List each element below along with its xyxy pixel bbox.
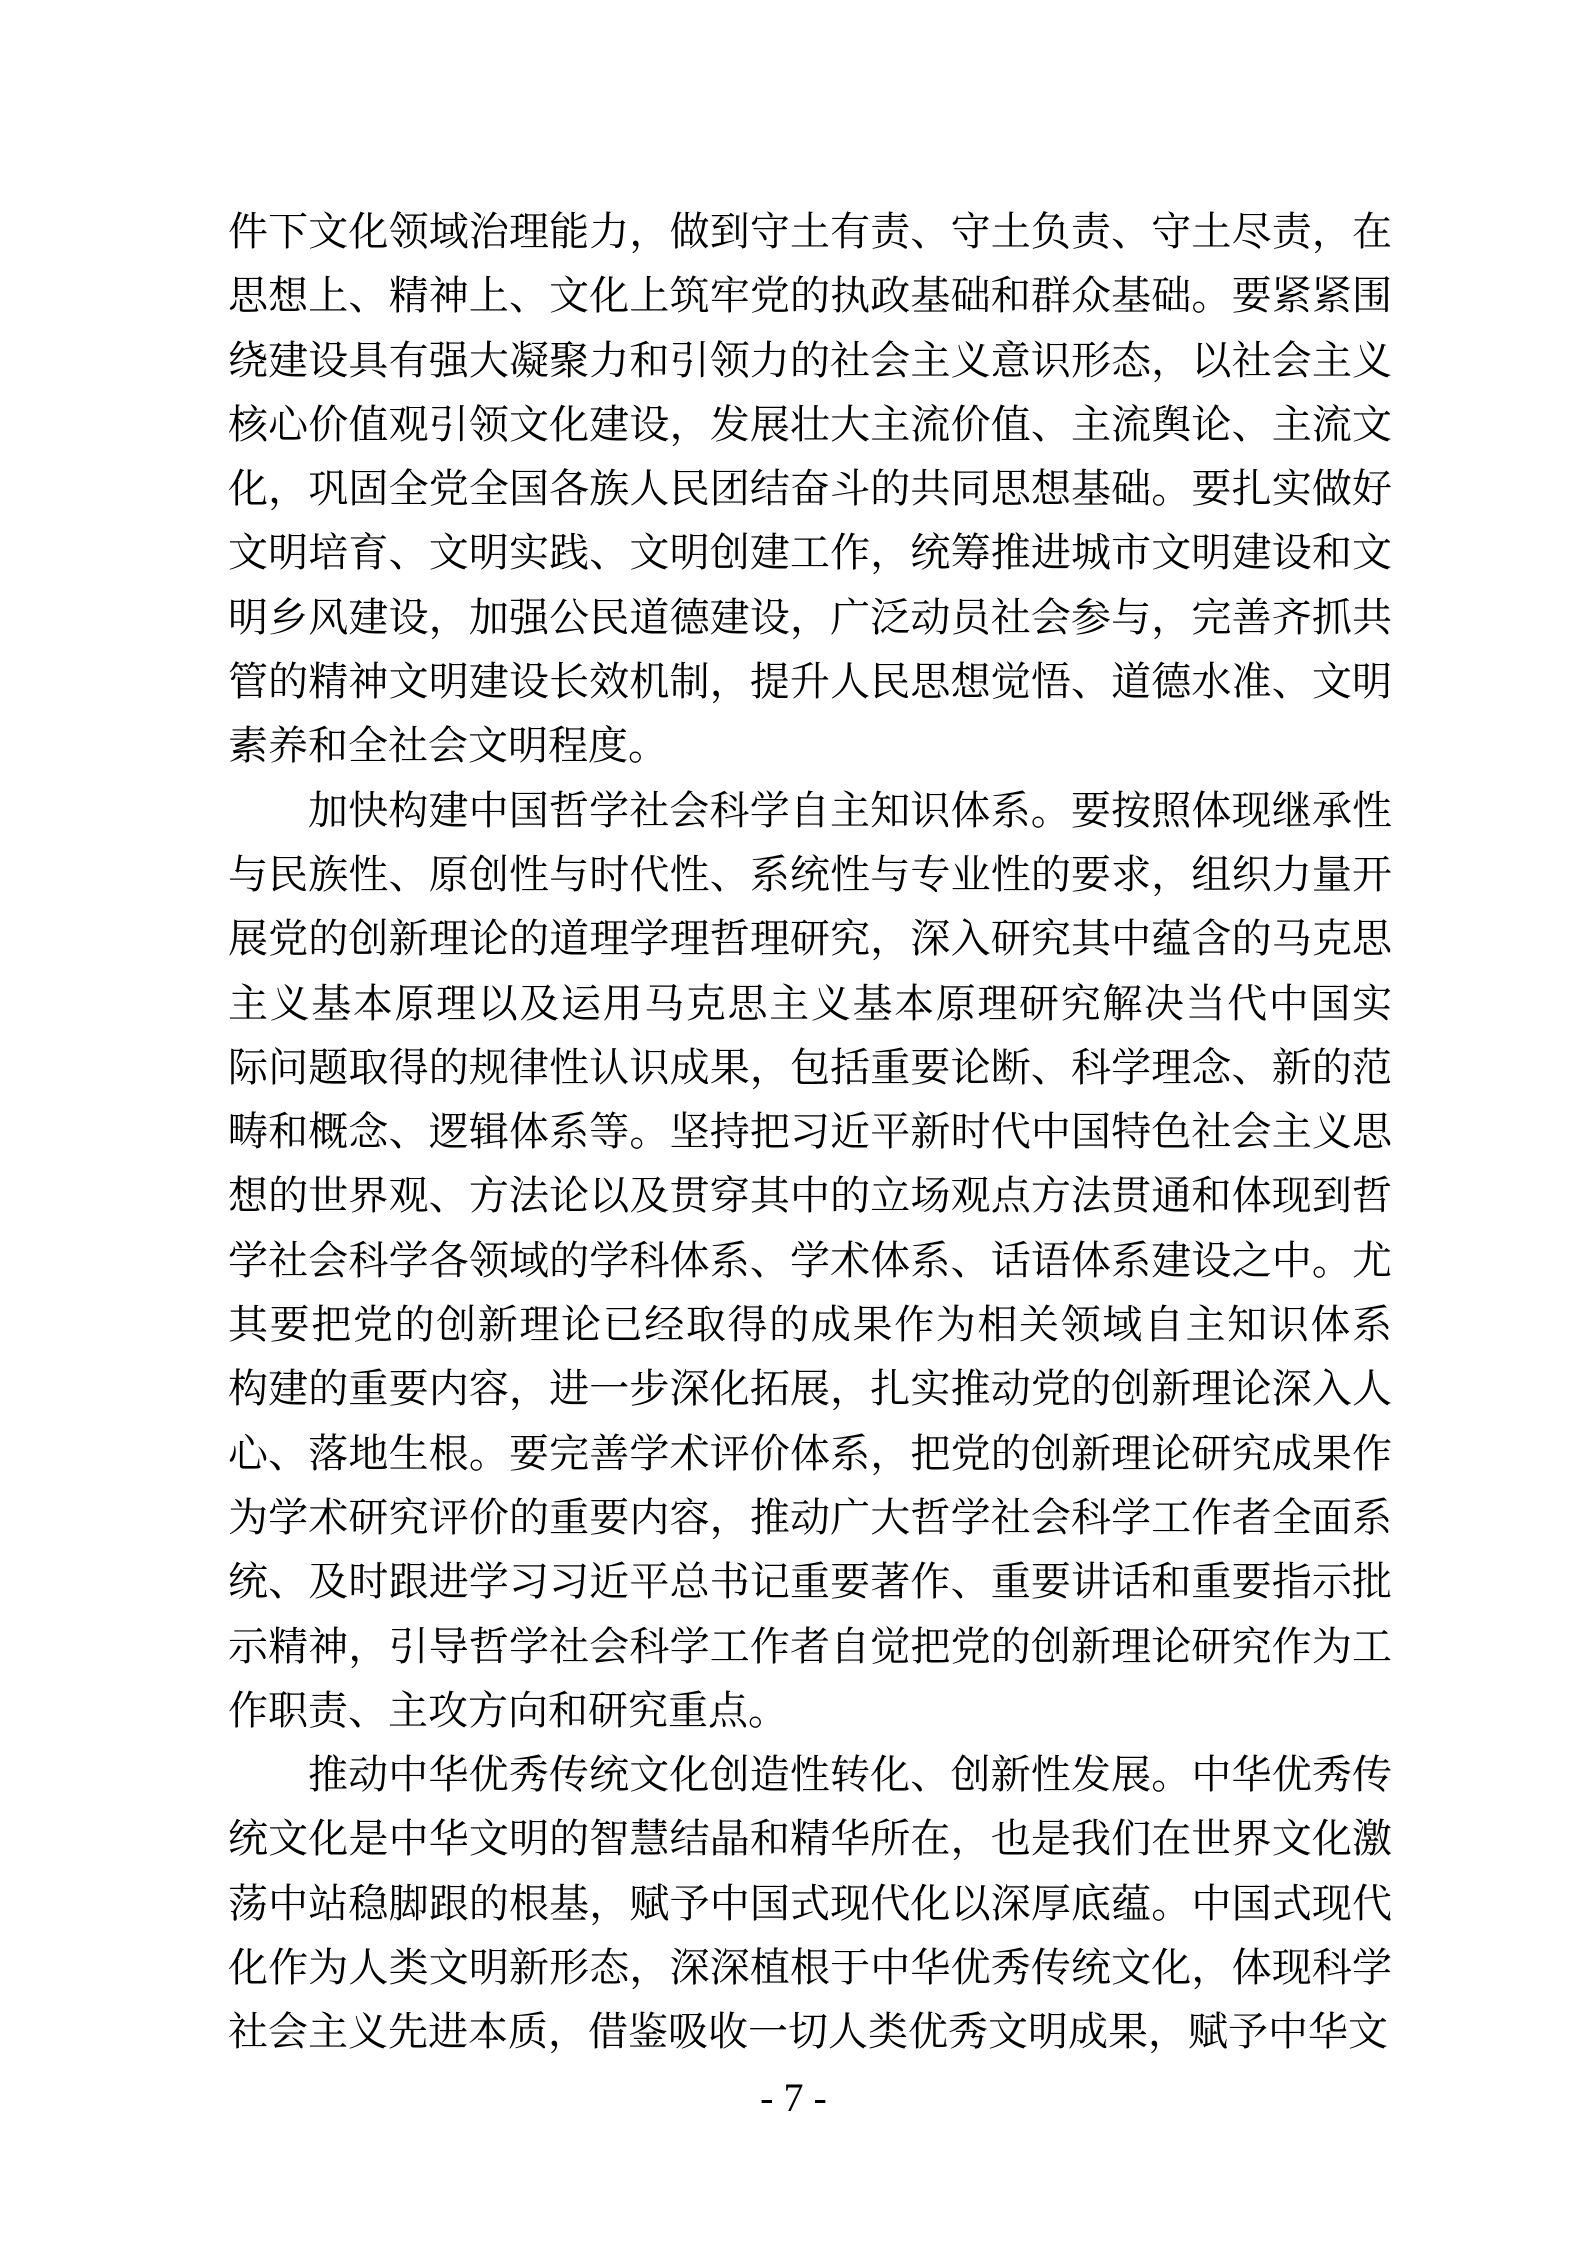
text-line: 统文化是中华文明的智慧结晶和精华所在，也是我们在世界文化激	[228, 1816, 1392, 1862]
text-line: 际问题取得的规律性认识成果，包括重要论断、科学理念、新的范	[228, 1044, 1392, 1090]
text-line: 其要把党的创新理论已经取得的成果作为相关领域自主知识体系	[228, 1302, 1392, 1348]
page-footer	[0, 2076, 1587, 2120]
text-line: 与民族性、原创性与时代性、系统性与专业性的要求，组织力量开	[228, 851, 1392, 897]
text-line: 心、落地生根。要完善学术评价体系，把党的创新理论研究成果作	[228, 1430, 1392, 1476]
text-line: 推动中华优秀传统文化创造性转化、创新性发展。中华优秀传	[308, 1752, 1392, 1798]
text-line: 素养和全社会文明程度。	[228, 723, 668, 769]
text-line: 主义基本原理以及运用马克思主义基本原理研究解决当代中国实	[228, 980, 1392, 1026]
text-line: 核心价值观引领文化建设，发展壮大主流价值、主流舆论、主流文	[228, 401, 1392, 447]
text-line: 学社会科学各领域的学科体系、学术体系、话语体系建设之中。尤	[228, 1237, 1392, 1283]
text-line: 为学术研究评价的重要内容，推动广大哲学社会科学工作者全面系	[228, 1494, 1392, 1540]
text-line: 件下文化领域治理能力，做到守土有责、守土负责、守土尽责，在	[228, 209, 1392, 254]
text-line: 畴和概念、逻辑体系等。坚持把习近平新时代中国特色社会主义思	[228, 1109, 1392, 1155]
text-line: 社会主义先进本质，借鉴吸收一切人类优秀文明成果，赋予中华文	[228, 2009, 1388, 2055]
text-line: 绕建设具有强大凝聚力和引领力的社会主义意识形态，以社会主义	[228, 337, 1392, 383]
text-line: 思想上、精神上、文化上筑牢党的执政基础和群众基础。要紧紧围	[228, 273, 1392, 319]
text-line: 文明培育、文明实践、文明创建工作，统筹推进城市文明建设和文	[228, 530, 1392, 576]
text-line: 管的精神文明建设长效机制，提升人民思想觉悟、道德水准、文明	[228, 659, 1392, 705]
text-line: 构建的重要内容，进一步深化拓展，扎实推动党的创新理论深入人	[228, 1366, 1392, 1412]
body-text	[228, 200, 1392, 2065]
text-line: 荡中站稳脚跟的根基，赋予中国式现代化以深厚底蕴。中国式现代	[228, 1880, 1392, 1926]
text-line: 化作为人类文明新形态，深深植根于中华优秀传统文化，体现科学	[228, 1945, 1392, 1991]
text-line: 作职责、主攻方向和研究重点。	[228, 1687, 788, 1733]
text-line: 想的世界观、方法论以及贯穿其中的立场观点方法贯通和体现到哲	[228, 1173, 1392, 1219]
text-line: 明乡风建设，加强公民道德建设，广泛动员社会参与，完善齐抓共	[228, 594, 1392, 640]
paragraph	[228, 200, 1392, 779]
text-line: 示精神，引导哲学社会科学工作者自觉把党的创新理论研究作为工	[228, 1623, 1392, 1669]
paragraph	[228, 1743, 1392, 2064]
text-line: 化，巩固全党全国各族人民团结奋斗的共同思想基础。要扎实做好	[228, 466, 1392, 512]
page-number: - 7 -	[760, 2075, 827, 2120]
paragraph	[228, 779, 1392, 1743]
text-line: 展党的创新理论的道理学理哲理研究，深入研究其中蕴含的马克思	[228, 916, 1392, 962]
text-line: 加快构建中国哲学社会科学自主知识体系。要按照体现继承性	[308, 787, 1392, 833]
text-line: 统、及时跟进学习习近平总书记重要著作、重要讲话和重要指示批	[228, 1559, 1392, 1605]
